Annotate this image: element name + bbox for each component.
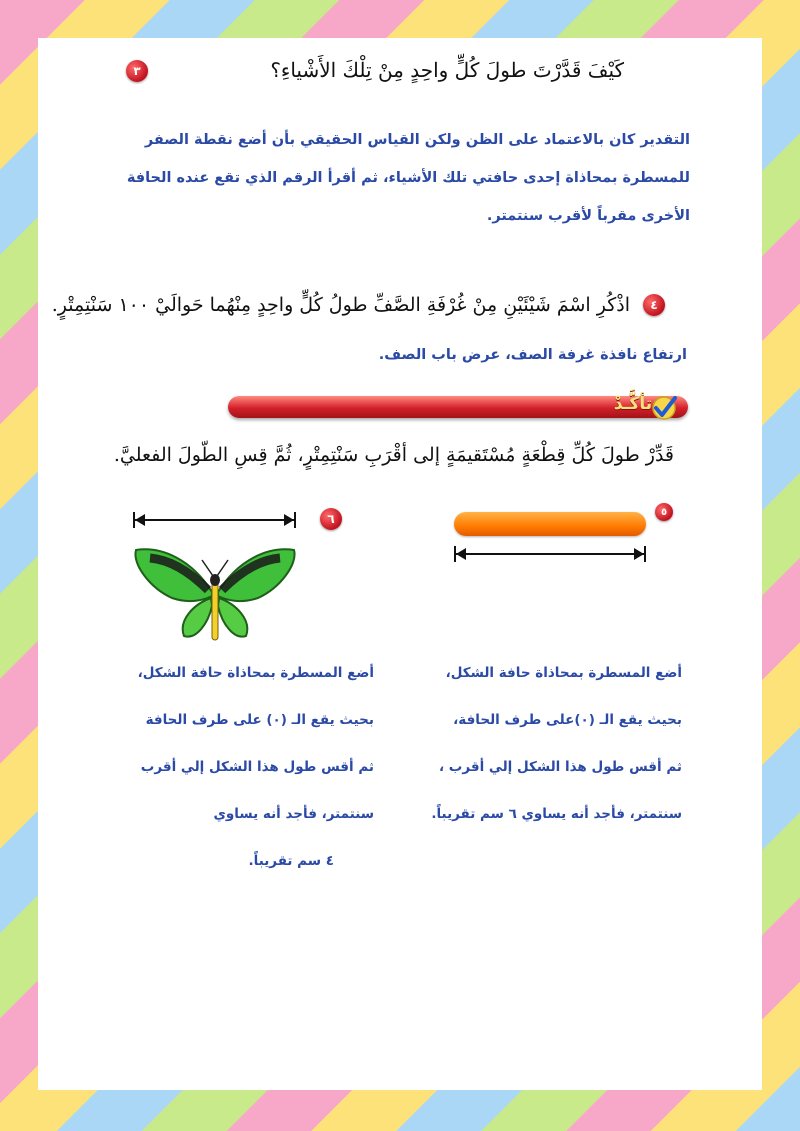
answer-line: الأخرى مقرباً لأقرب سنتمتر. [486,208,690,224]
item-6-answer [138,650,374,885]
question-3-text: كَيْفَ قَدَّرْتَ طولَ كُلٍّ واحِدٍ مِنْ تِلْكَ الأَشْياءِ؟ [270,58,624,82]
orange-line-segment [454,512,646,536]
item-5-badge: ٥ [655,503,673,521]
answer-line: للمسطرة بمحاذاة إحدى حافتي تلك الأشياء، ثم أقرأ الرقم الذي تقع عنده الحافة [126,170,690,186]
question-4-badge: ٤ [643,294,665,316]
checkmark-icon [650,394,678,422]
worksheet-page [38,38,762,1090]
answer-line: سنتمتر، فأجد أنه يساوي [213,806,374,822]
answer-line: ثم أقس طول هذا الشكل إلي أقرب ، [438,759,682,775]
question-4-answer: ارتفاع نافذة غرفة الصف، عرض باب الصف. [378,347,687,363]
item-5-answer [431,650,682,838]
item-6-badge: ٦ [320,508,342,530]
answer-line: التقدير كان بالاعتماد على الظن ولكن القياس الحقيقي بأن أضع نقطة الصفر [144,132,690,148]
answer-line: بحيث يقع الـ (٠) على طرف الحافة [145,712,374,728]
butterfly-image [132,540,298,644]
takkad-label: تأكَّـدْ [613,394,653,414]
answer-line: ثم أقس طول هذا الشكل إلي أقرب [140,759,374,775]
question-3-answer [127,121,690,235]
question-3-badge: ٣ [126,60,148,82]
takkad-instruction: قَدِّرْ طولَ كُلِّ قِطْعَةٍ مُسْتَقيمَةٍ إلى أقْرَبِ سَنْتِمِتْرٍ، ثُمَّ قِسِ الطّولَ الفعليَّ. [113,444,674,466]
answer-line: أضع المسطرة بمحاذاة حافة الشكل، [445,665,682,681]
answer-line: ٤ سم تقريباً. [248,853,334,869]
question-4-text: اذْكُرِ اسْمَ شَيْئَيْنِ مِنْ غُرْفَةِ الصَّفِّ طولُ كُلٍّ واحِدٍ مِنْهُما حَوالَيْ ١٠٠ سَنْتِمِتْرٍ. [51,294,630,316]
answer-line: سنتمتر، فأجد أنه يساوي ٦ سم تقريباً. [431,806,682,822]
answer-line: أضع المسطرة بمحاذاة حافة الشكل، [137,665,374,681]
answer-line: بحيث يقع الـ (٠)على طرف الحافة، [453,712,682,728]
